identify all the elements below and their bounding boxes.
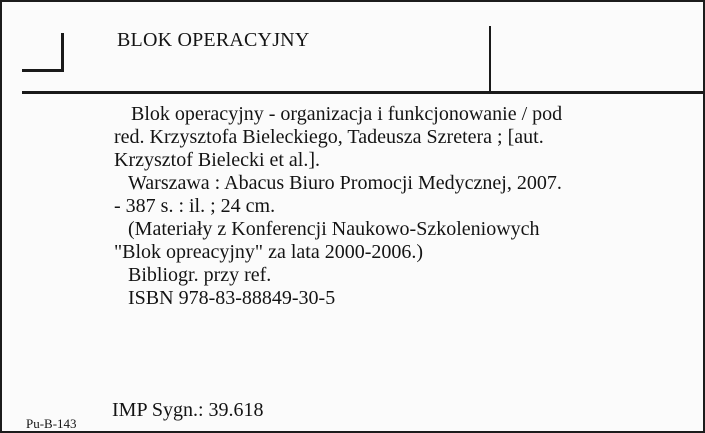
- catalog-signum: Pu-B-143: [26, 416, 77, 431]
- subject-heading: BLOK OPERACYJNY: [117, 29, 310, 51]
- bibliography-note: Bibliogr. przy ref.: [128, 264, 272, 286]
- series-line-2: "Blok opreacyjny" za lata 2000-2006.): [114, 241, 424, 263]
- title-line-1: Blok operacyjny - organizacja i funkcjonowanie / pod: [131, 103, 563, 125]
- vertical-separator: [489, 26, 491, 92]
- call-number: IMP Sygn.: 39.618: [112, 399, 264, 421]
- isbn: ISBN 978-83-88849-30-5: [128, 287, 336, 309]
- horizontal-rule: [22, 91, 705, 94]
- title-line-3: Krzysztof Bielecki et al.].: [114, 149, 321, 171]
- title-line-2: red. Krzysztofa Bieleckiego, Tadeusza Szretera ; [aut.: [114, 126, 544, 148]
- imprint-line-2: - 387 s. : il. ; 24 cm.: [114, 195, 276, 217]
- corner-mark-horizontal: [22, 69, 64, 72]
- imprint-line-1: Warszawa : Abacus Biuro Promocji Medycznej, 2007.: [128, 172, 562, 194]
- series-line-1: (Materiały z Konferencji Naukowo-Szkoleniowych: [128, 218, 540, 240]
- corner-mark-vertical: [61, 33, 64, 71]
- bibliographic-description: [114, 103, 562, 310]
